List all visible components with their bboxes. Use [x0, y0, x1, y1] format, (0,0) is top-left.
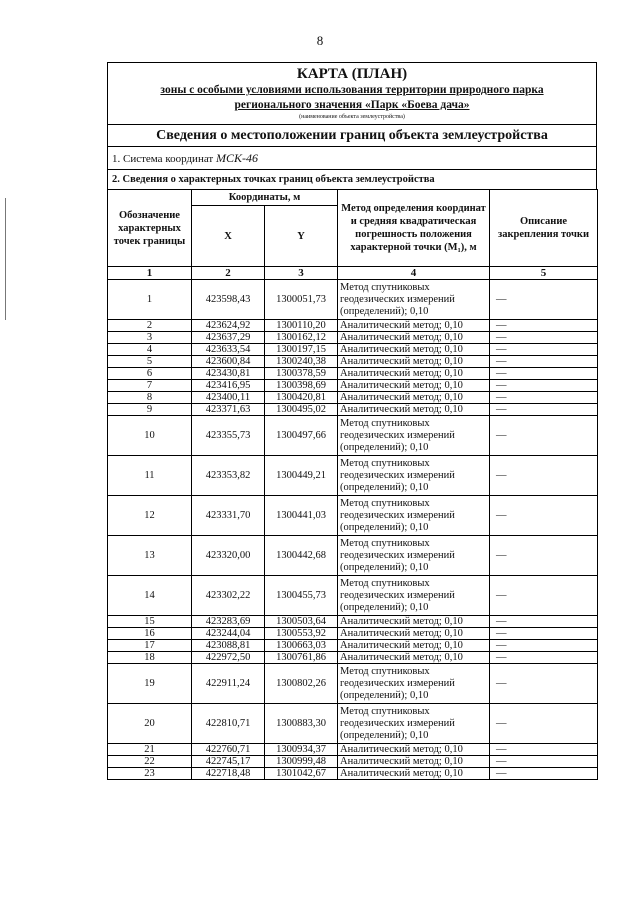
desc: — [490, 640, 598, 652]
coord-x: 423598,43 [192, 280, 265, 320]
point-number: 18 [108, 652, 192, 664]
desc: — [490, 664, 598, 704]
coord-y: 1300503,64 [265, 616, 338, 628]
desc: — [490, 332, 598, 344]
coord-system-value: МСК-46 [215, 151, 258, 165]
table-row [108, 652, 598, 664]
col-desc: Описание закрепления точки [490, 190, 598, 267]
coord-x: 423320,00 [192, 536, 265, 576]
desc: — [490, 368, 598, 380]
point-number: 1 [108, 280, 192, 320]
coord-y: 1300442,68 [265, 536, 338, 576]
coord-y: 1300051,73 [265, 280, 338, 320]
coord-y: 1300398,69 [265, 380, 338, 392]
desc: — [490, 652, 598, 664]
column-numbers-row [108, 267, 598, 280]
point-number: 4 [108, 344, 192, 356]
method: Аналитический метод; 0,10 [338, 652, 490, 664]
table-row [108, 332, 598, 344]
coord-y: 1300497,66 [265, 416, 338, 456]
method: Метод спутниковых геодезических измерений (определений); 0,10 [338, 456, 490, 496]
desc: — [490, 756, 598, 768]
table-row [108, 664, 598, 704]
desc: — [490, 356, 598, 368]
coord-y: 1300663,03 [265, 640, 338, 652]
coord-x: 423302,22 [192, 576, 265, 616]
coord-x: 423244,04 [192, 628, 265, 640]
map-subtitle-line1: зоны с особыми условиями использования территории природного парка [160, 84, 544, 96]
object-name-note: (наименование объекта землеустройства) [299, 114, 405, 120]
table-row [108, 768, 598, 780]
table-row [108, 356, 598, 368]
point-number: 16 [108, 628, 192, 640]
method: Аналитический метод; 0,10 [338, 768, 490, 780]
desc: — [490, 576, 598, 616]
page-number: 8 [316, 33, 324, 48]
table-row [108, 704, 598, 744]
coord-x: 422972,50 [192, 652, 265, 664]
coord-y: 1300240,38 [265, 356, 338, 368]
point-number: 23 [108, 768, 192, 780]
section-title: Сведения о местоположении границ объекта землеустройства [108, 125, 596, 147]
method: Аналитический метод; 0,10 [338, 640, 490, 652]
point-number: 6 [108, 368, 192, 380]
table-row [108, 392, 598, 404]
coord-x: 423416,95 [192, 380, 265, 392]
method: Метод спутниковых геодезических измерений (определений); 0,10 [338, 416, 490, 456]
points-table [107, 189, 598, 780]
desc: — [490, 280, 598, 320]
method: Аналитический метод; 0,10 [338, 404, 490, 416]
margin-line [5, 198, 6, 320]
desc: — [490, 380, 598, 392]
coord-y: 1300378,59 [265, 368, 338, 380]
table-row [108, 496, 598, 536]
desc: — [490, 704, 598, 744]
coord-y: 1300441,03 [265, 496, 338, 536]
coord-x: 423331,70 [192, 496, 265, 536]
point-number: 22 [108, 756, 192, 768]
desc: — [490, 496, 598, 536]
col-coords: Координаты, м [192, 190, 338, 206]
table-row [108, 576, 598, 616]
coord-system-label: 1. Система координат [112, 153, 214, 165]
coord-y: 1300449,21 [265, 456, 338, 496]
desc: — [490, 456, 598, 496]
desc: — [490, 744, 598, 756]
col-number: 2 [192, 267, 265, 280]
method: Аналитический метод; 0,10 [338, 380, 490, 392]
table-row [108, 536, 598, 576]
coord-x: 422718,48 [192, 768, 265, 780]
coord-y: 1300420,81 [265, 392, 338, 404]
coord-y: 1300162,12 [265, 332, 338, 344]
coord-y: 1300553,92 [265, 628, 338, 640]
method: Аналитический метод; 0,10 [338, 368, 490, 380]
coord-x: 423400,11 [192, 392, 265, 404]
coord-x: 423600,84 [192, 356, 265, 368]
table-row [108, 744, 598, 756]
method: Метод спутниковых геодезических измерений (определений); 0,10 [338, 496, 490, 536]
point-number: 14 [108, 576, 192, 616]
table-row [108, 640, 598, 652]
coord-y: 1300934,37 [265, 744, 338, 756]
coord-y: 1300455,73 [265, 576, 338, 616]
method: Аналитический метод; 0,10 [338, 628, 490, 640]
coord-y: 1300999,48 [265, 756, 338, 768]
coord-x: 423371,63 [192, 404, 265, 416]
method: Аналитический метод; 0,10 [338, 344, 490, 356]
method: Аналитический метод; 0,10 [338, 332, 490, 344]
coord-x: 422911,24 [192, 664, 265, 704]
point-number: 19 [108, 664, 192, 704]
points-heading: 2. Сведения о характерных точках границ объекта землеустройства [112, 174, 435, 185]
coord-x: 423633,54 [192, 344, 265, 356]
method: Аналитический метод; 0,10 [338, 616, 490, 628]
coord-y: 1300197,15 [265, 344, 338, 356]
point-number: 15 [108, 616, 192, 628]
table-row [108, 380, 598, 392]
table-row [108, 368, 598, 380]
col-number: 3 [265, 267, 338, 280]
point-number: 5 [108, 356, 192, 368]
col-number: 1 [108, 267, 192, 280]
desc: — [490, 768, 598, 780]
table-row [108, 616, 598, 628]
coord-x: 423353,82 [192, 456, 265, 496]
table-header-row [108, 190, 598, 206]
col-y: Y [265, 206, 338, 267]
desc: — [490, 404, 598, 416]
method: Аналитический метод; 0,10 [338, 756, 490, 768]
point-number: 10 [108, 416, 192, 456]
col-number: 5 [490, 267, 598, 280]
method: Аналитический метод; 0,10 [338, 392, 490, 404]
point-number: 2 [108, 320, 192, 332]
table-row [108, 628, 598, 640]
desc: — [490, 392, 598, 404]
method: Аналитический метод; 0,10 [338, 744, 490, 756]
point-number: 3 [108, 332, 192, 344]
table-body [108, 280, 598, 780]
point-number: 7 [108, 380, 192, 392]
coord-x: 423088,81 [192, 640, 265, 652]
desc: — [490, 320, 598, 332]
coord-y: 1300802,26 [265, 664, 338, 704]
table-row [108, 756, 598, 768]
method: Метод спутниковых геодезических измерений (определений); 0,10 [338, 280, 490, 320]
coord-x: 422760,71 [192, 744, 265, 756]
map-title: КАРТА (ПЛАН) [296, 66, 408, 82]
method: Метод спутниковых геодезических измерений (определений); 0,10 [338, 664, 490, 704]
coord-system [108, 147, 596, 170]
desc: — [490, 416, 598, 456]
point-number: 11 [108, 456, 192, 496]
table-row [108, 320, 598, 332]
coord-x: 423637,29 [192, 332, 265, 344]
method: Метод спутниковых геодезических измерений (определений); 0,10 [338, 536, 490, 576]
title-box [108, 63, 596, 125]
col-designation: Обозначение характерных точек границы [108, 190, 192, 267]
point-number: 20 [108, 704, 192, 744]
desc: — [490, 344, 598, 356]
desc: — [490, 536, 598, 576]
method: Аналитический метод; 0,10 [338, 320, 490, 332]
coord-y: 1300110,20 [265, 320, 338, 332]
header-block [107, 62, 597, 189]
coord-x: 423624,92 [192, 320, 265, 332]
coord-y: 1300761,86 [265, 652, 338, 664]
map-subtitle-line2: регионального значения «Парк «Боева дача» [234, 99, 470, 111]
table-row [108, 344, 598, 356]
desc: — [490, 628, 598, 640]
coord-y: 1300495,02 [265, 404, 338, 416]
point-number: 9 [108, 404, 192, 416]
coord-y: 1301042,67 [265, 768, 338, 780]
coord-x: 422745,17 [192, 756, 265, 768]
col-number: 4 [338, 267, 490, 280]
document-frame [107, 62, 597, 780]
table-row [108, 456, 598, 496]
col-method: Метод определения координат и средняя квадратическая погрешность положения характерной точки (M₁), м [338, 190, 490, 267]
desc: — [490, 616, 598, 628]
table-row [108, 404, 598, 416]
col-x: X [192, 206, 265, 267]
coord-x: 423283,69 [192, 616, 265, 628]
coord-x: 423355,73 [192, 416, 265, 456]
method: Аналитический метод; 0,10 [338, 356, 490, 368]
point-number: 21 [108, 744, 192, 756]
point-number: 17 [108, 640, 192, 652]
coord-y: 1300883,30 [265, 704, 338, 744]
point-number: 12 [108, 496, 192, 536]
coord-x: 423430,81 [192, 368, 265, 380]
point-number: 8 [108, 392, 192, 404]
table-row [108, 280, 598, 320]
coord-x: 422810,71 [192, 704, 265, 744]
method: Метод спутниковых геодезических измерений (определений); 0,10 [338, 704, 490, 744]
method: Метод спутниковых геодезических измерений (определений); 0,10 [338, 576, 490, 616]
table-row [108, 416, 598, 456]
point-number: 13 [108, 536, 192, 576]
